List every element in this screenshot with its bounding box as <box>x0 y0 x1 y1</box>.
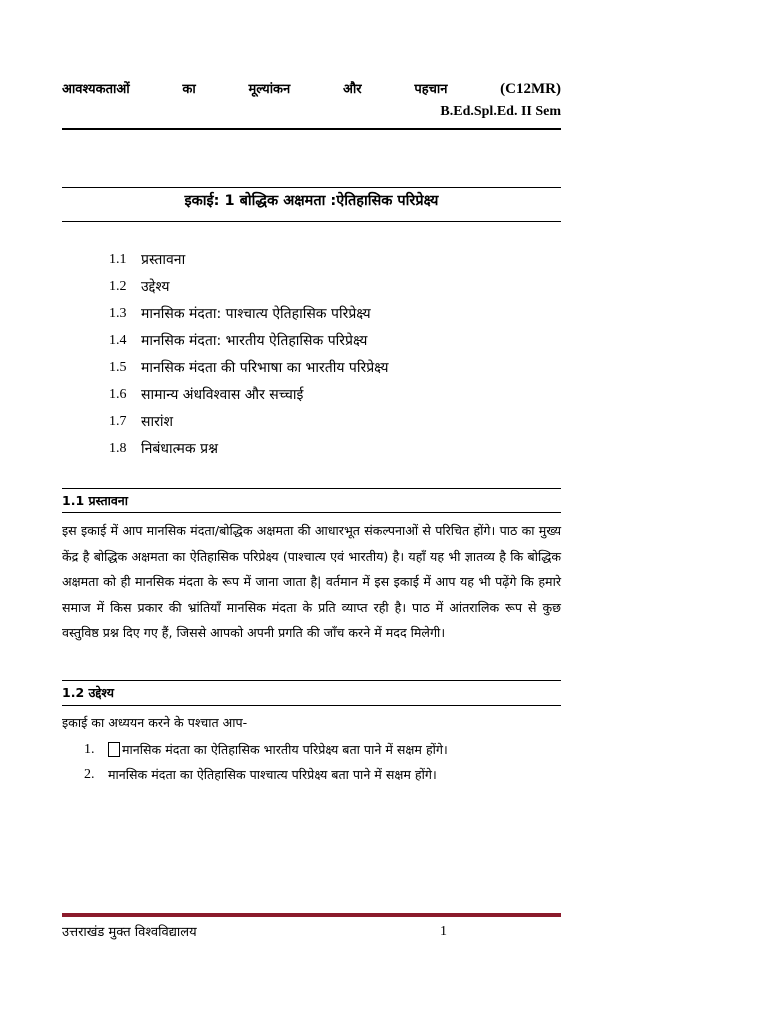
toc-label: सारांश <box>141 414 173 430</box>
section-heading-1-2: 1.2 उद्देश्य <box>62 685 114 700</box>
toc-label: प्रस्तावना <box>141 252 186 268</box>
table-of-contents <box>109 246 389 462</box>
course-name: B.Ed.Spl.Ed. II Sem <box>440 104 561 119</box>
objective-number: 2. <box>84 766 95 782</box>
toc-number: 1.6 <box>109 386 127 402</box>
toc-label: उद्देश्य <box>141 279 170 295</box>
objective-number: 1. <box>84 741 95 757</box>
section-heading-1-1: 1.1 प्रस्तावना <box>62 493 128 508</box>
toc-number: 1.5 <box>109 359 127 375</box>
toc-number: 1.2 <box>109 278 127 294</box>
toc-label: मानसिक मंदता: पाश्चात्य ऐतिहासिक परिप्रेक्ष्य <box>141 306 371 322</box>
missing-glyph-box-icon <box>108 742 120 757</box>
section-1-1-bottom-rule <box>62 512 561 513</box>
unit-title-top-rule <box>62 187 561 188</box>
header-word-1: आवश्यकताओं <box>62 82 130 97</box>
toc-number: 1.3 <box>109 305 127 321</box>
footer-university: उत्तराखंड मुक्त विश्वविद्यालय <box>62 925 197 940</box>
toc-item <box>109 381 389 408</box>
objectives-intro: इकाई का अध्ययन करने के पश्चात आप- <box>62 715 248 730</box>
introduction-paragraph: इस इकाई में आप मानसिक मंदता/बोद्धिक अक्षमता की आधारभूत संकल्पनाओं से परिचित होंगे। पाठ का मुख्य केंद्र है बोद्धिक अक्षमता का ऐतिहासिक परिप्रेक्ष्य (पाश्चात्य एवं भारतीय) है। यहाँ यह भी ज्ञातव्य है कि बोद्धिक अक्षमता को ही मानसिक मंदता के रूप में जाना जाता है| वर्तमान में इस इकाई में आप यह भी पढ़ेंगे कि हमारे समाज में किस प्रकार की भ्रांतियाँ मानसिक मंदता के प्रति व्याप्त रही है। पाठ में आंतरालिक रूप से कुछ वस्तुविष्ठ प्रश्न दिए गए हैं, जिससे आपको अपनी प्रगति की जाँच करने में मदद मिलेगी। <box>62 523 561 641</box>
toc-number: 1.7 <box>109 413 127 429</box>
toc-item <box>109 327 389 354</box>
header-rule <box>62 128 561 130</box>
toc-label: मानसिक मंदता: भारतीय ऐतिहासिक परिप्रेक्ष्य <box>141 333 368 349</box>
toc-item <box>109 300 389 327</box>
section-1-2-top-rule <box>62 680 561 681</box>
header-word-3: मूल्यांकन <box>248 82 291 97</box>
running-header <box>62 79 561 98</box>
toc-item <box>109 435 389 462</box>
unit-title-bottom-rule <box>62 221 561 222</box>
toc-label: सामान्य अंधविश्वास और सच्चाई <box>141 387 304 403</box>
toc-number: 1.4 <box>109 332 127 348</box>
toc-number: 1.1 <box>109 251 127 267</box>
objective-text: मानसिक मंदता का ऐतिहासिक भारतीय परिप्रेक्ष्य बता पाने में सक्षम होंगे। <box>122 742 448 757</box>
footer-rule <box>62 913 561 917</box>
unit-title: इकाई: 1 बोद्धिक अक्षमता :ऐतिहासिक परिप्रेक्ष्य <box>184 193 439 209</box>
objectives-list <box>84 737 448 787</box>
objective-item <box>84 737 448 762</box>
toc-label: निबंधात्मक प्रश्न <box>141 441 218 457</box>
toc-item <box>109 246 389 273</box>
toc-number: 1.8 <box>109 440 127 456</box>
page-number: 1 <box>440 924 447 939</box>
toc-item <box>109 354 389 381</box>
header-word-2: का <box>182 82 196 97</box>
header-word-4: और <box>342 82 362 97</box>
course-code: (C12MR) <box>500 81 561 97</box>
document-page <box>62 0 561 1024</box>
section-1-2-bottom-rule <box>62 705 561 706</box>
toc-item <box>109 273 389 300</box>
toc-label: मानसिक मंदता की परिभाषा का भारतीय परिप्रेक्ष्य <box>141 360 389 376</box>
objective-item <box>84 762 448 787</box>
header-word-5: पहचान <box>414 82 448 97</box>
toc-item <box>109 408 389 435</box>
section-1-1-top-rule <box>62 488 561 489</box>
objective-text: मानसिक मंदता का ऐतिहासिक पाश्चात्य परिप्रेक्ष्य बता पाने में सक्षम होंगे। <box>108 767 437 782</box>
